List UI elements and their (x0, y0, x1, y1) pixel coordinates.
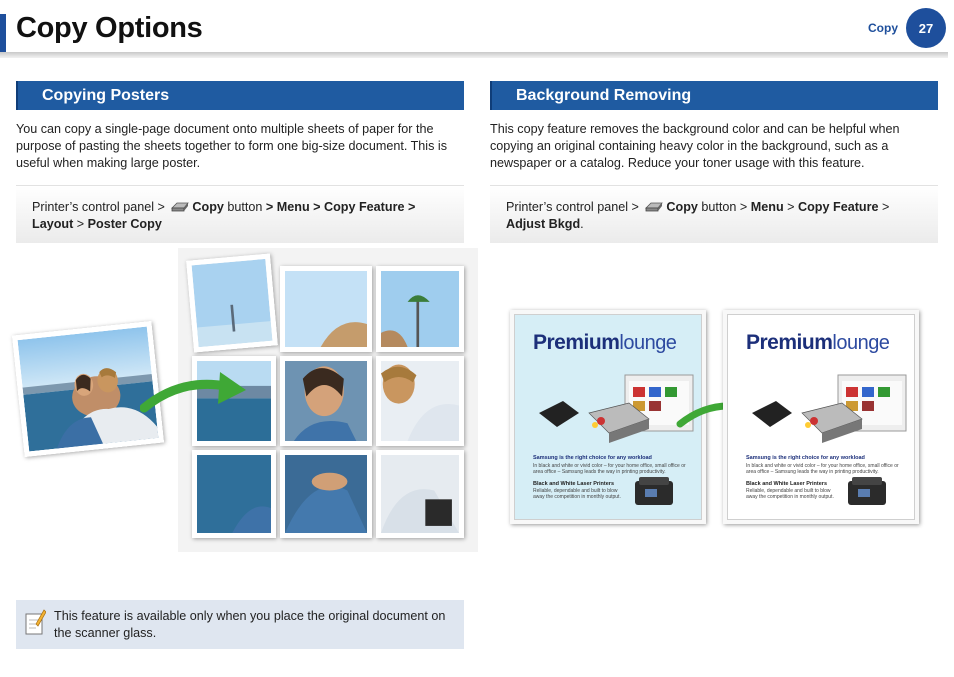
brochure-printers-image (752, 373, 912, 445)
path-copy: Copy (192, 200, 224, 214)
title-accent-bar (0, 14, 6, 52)
copy-button-icon (644, 200, 664, 213)
brochure-printers-image (539, 373, 699, 445)
path-copy: Copy (666, 200, 698, 214)
brochure-printer-image (846, 475, 888, 509)
brochure-headline: Samsung is the right choice for any workload (533, 455, 652, 461)
poster-tile-1 (186, 254, 278, 353)
brochure-brand: Premiumlounge (746, 331, 890, 354)
copying-posters-menu-path (16, 185, 464, 243)
poster-tile-8 (280, 450, 372, 538)
section-label[interactable]: Copy (868, 21, 898, 35)
path-copy-feature: Copy Feature (798, 200, 879, 214)
green-curved-arrow-icon (140, 368, 250, 418)
path-end: . (580, 217, 584, 231)
brochure-brand: Premiumlounge (533, 331, 677, 354)
poster-tile-7 (192, 450, 276, 538)
background-removing-menu-path (490, 185, 938, 243)
path-menu: Menu (750, 200, 784, 214)
brochure-headline: Samsung is the right choice for any workload (746, 455, 865, 461)
section-heading-background-removing: Background Removing (490, 81, 938, 110)
poster-tile-3 (376, 266, 464, 352)
background-removing-description: This copy feature removes the background color and can be helpful when copying an original containing heavy color in the background, such as a newspaper or a catalog. Reduce your toner usage with this feature. (490, 122, 900, 170)
path-sep: > (783, 200, 799, 214)
path-button: button (223, 200, 266, 214)
path-adjust-bkgd: Adjust Bkgd (506, 217, 581, 231)
path-layout: Layout (32, 217, 74, 231)
brochure-body: In black and white or vivid color – for your home office, small office or area office – Samsung leads the way in printing productivity. (533, 463, 686, 475)
page-number-badge: 27 (906, 8, 946, 48)
copy-button-icon (170, 200, 190, 213)
path-sep-2: > (878, 200, 890, 214)
note-pencil-icon (24, 608, 46, 636)
path-menu-feature: > Menu > Copy Feature > (265, 200, 416, 214)
section-heading-copying-posters: Copying Posters (16, 81, 464, 110)
path-prefix: Printer’s control panel > (506, 200, 643, 214)
brochure-subbody: Reliable, dependable and built to blow away the competition in monthly output. (746, 488, 834, 500)
poster-tile-6 (376, 356, 464, 446)
path-poster-copy: Poster Copy (87, 217, 162, 231)
brochure-subhead: Black and White Laser Printers (533, 481, 614, 487)
brochure-body: In black and white or vivid color – for your home office, small office or area office – Samsung leads the way in printing productivity. (746, 463, 899, 475)
note-text: This feature is available only when you place the original document on the scanner glass. (54, 609, 446, 640)
copying-posters-description: You can copy a single-page document onto multiple sheets of paper for the purpose of pasting the sheets together to form one big-size document. This is useful when making large poster. (16, 122, 447, 170)
path-prefix: Printer’s control panel > (32, 200, 169, 214)
brochure-subhead: Black and White Laser Printers (746, 481, 827, 487)
poster-tile-2 (280, 266, 372, 352)
page-title: Copy Options (16, 12, 203, 44)
brochure-printer-image (633, 475, 675, 509)
path-sep: > (73, 217, 88, 231)
path-button: button > (697, 200, 751, 214)
title-divider (0, 52, 948, 58)
brochure-subbody: Reliable, dependable and built to blow away the competition in monthly output. (533, 488, 621, 500)
brochure-background-removed (723, 310, 919, 524)
poster-tile-9 (376, 450, 464, 538)
note-box (16, 600, 464, 649)
poster-tile-5 (280, 356, 372, 446)
